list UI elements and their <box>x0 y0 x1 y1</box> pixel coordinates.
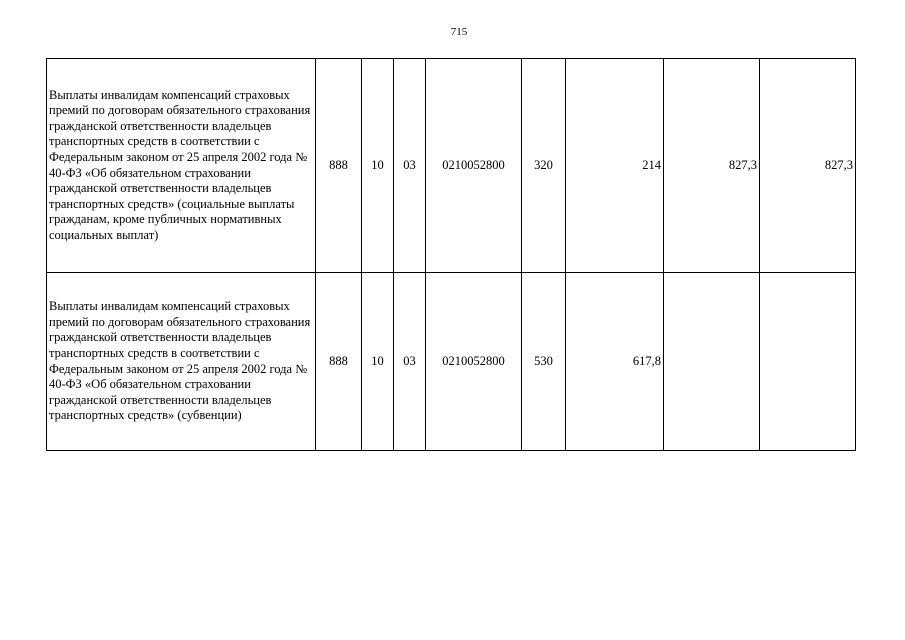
ministry-code-cell: 888 <box>316 59 362 273</box>
row-description-text: Выплаты инвалидам компенсаций страховых премий по договорам обязательного страхования гражданской ответственности владельцев транспортных средств в соответствии с Федеральным законом от 25 апреля 2002 года № 40-ФЗ «Об обязательном страховании гражданской ответственности владельцев транспортных средств» (субвенции) <box>49 299 311 423</box>
table-row <box>47 273 856 451</box>
subsection-code-cell: 03 <box>394 273 426 451</box>
expense-type-cell: 530 <box>522 273 566 451</box>
amount-1-cell: 214 <box>566 59 664 273</box>
amount-2-cell: 827,3 <box>664 59 760 273</box>
row-description-text: Выплаты инвалидам компенсаций страховых премий по договорам обязательного страхования гражданской ответственности владельцев транспортных средств в соответствии с Федеральным законом от 25 апреля 2002 года № 40-ФЗ «Об обязательном страховании гражданской ответственности владельцев транспортных средств» (социальные выплаты гражданам, кроме публичных нормативных социальных выплат) <box>49 87 311 242</box>
row-description <box>47 273 316 451</box>
amount-1-cell: 617,8 <box>566 273 664 451</box>
page-number: 715 <box>450 26 468 38</box>
section-code-cell: 10 <box>362 273 394 451</box>
target-article-cell: 0210052800 <box>426 273 522 451</box>
expense-type-cell: 320 <box>522 59 566 273</box>
row-description <box>47 59 316 273</box>
amount-2-cell <box>664 273 760 451</box>
section-code-cell: 10 <box>362 59 394 273</box>
budget-table <box>46 58 856 451</box>
amount-3-cell <box>760 273 856 451</box>
subsection-code-cell: 03 <box>394 59 426 273</box>
table-row <box>47 59 856 273</box>
amount-3-cell: 827,3 <box>760 59 856 273</box>
ministry-code-cell: 888 <box>316 273 362 451</box>
target-article-cell: 0210052800 <box>426 59 522 273</box>
